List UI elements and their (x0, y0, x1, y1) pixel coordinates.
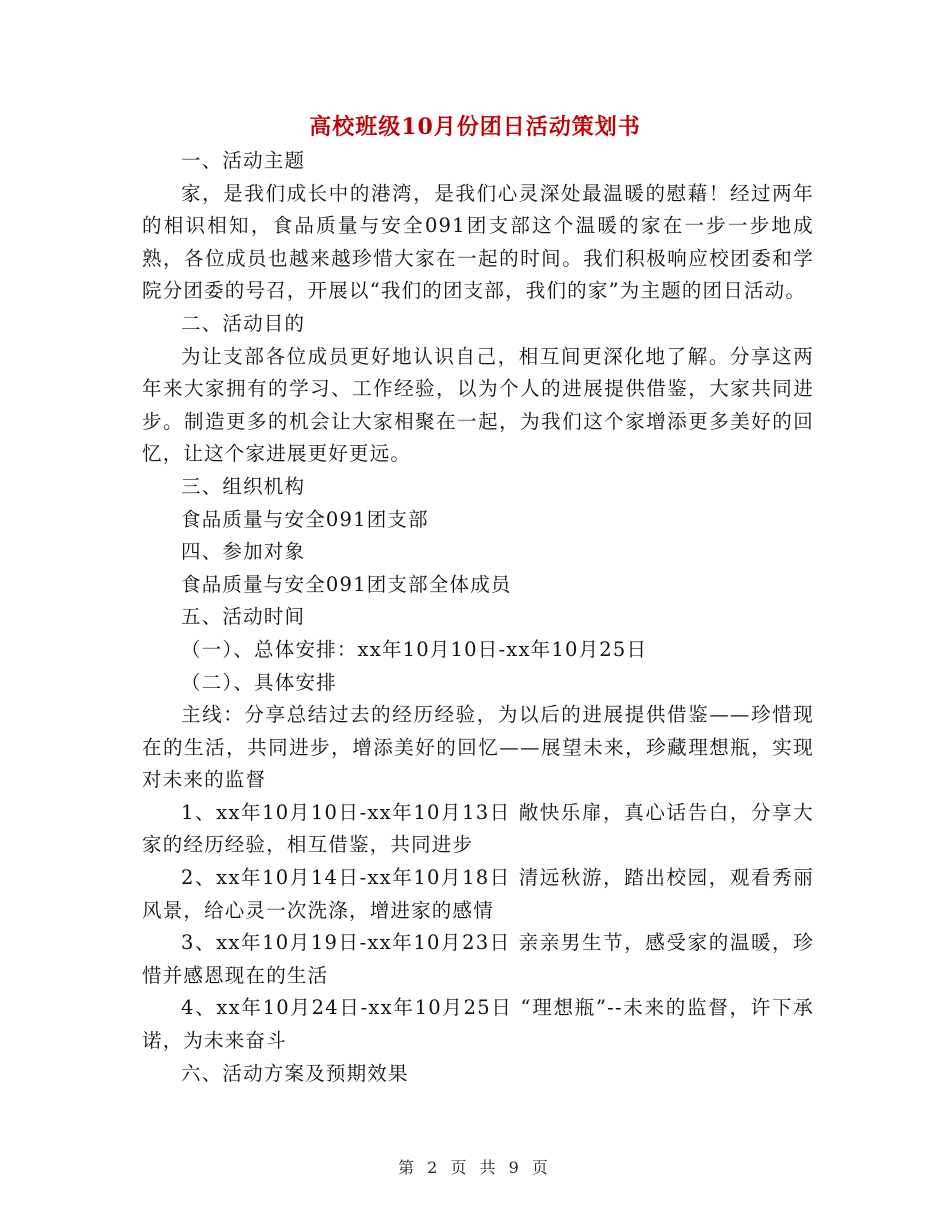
paragraph-purpose: 为让支部各位成员更好地认识自己，相互间更深化地了解。分享这两年来大家拥有的学习、工作经验，以为个人的进展提供借鉴，大家共同进步。制造更多的机会让大家相聚在一起，为我们这个家增添更多美好的回忆，让这个家进展更好更远。 (142, 344, 814, 466)
section-heading-plan: 六、活动方案及预期效果 (181, 1061, 409, 1085)
paragraph-main-line: 主线：分享总结过去的经历经验，为以后的进展提供借鉴——珍惜现在的生活，共同进步，增添美好的回忆——展望未来，珍藏理想瓶，实现对未来的监督 (142, 703, 814, 792)
section-heading-organization: 三、组织机构 (181, 474, 306, 498)
section-heading-purpose: 二、活动目的 (181, 311, 306, 335)
paragraph-theme: 家，是我们成长中的港湾，是我们心灵深处最温暖的慰藉！经过两年的相识相知，食品质量与安全091团支部这个温暖的家在一步一步地成熟，各位成员也越来越珍惜大家在一起的时间。我们积极响应校团委和学院分团委的号召，开展以“我们的团支部，我们的家”为主题的团日活动。 (142, 181, 814, 303)
paragraph-participants: 食品质量与安全091团支部全体成员 (181, 572, 512, 596)
paragraph-detailed-schedule-heading: （二）、具体安排 (181, 670, 337, 694)
paragraph-organization: 食品质量与安全091团支部 (181, 507, 429, 531)
schedule-item-4: 4、xx年10月24日-xx年10月25日 “理想瓶”--未来的监督，许下承诺，为未来奋斗 (142, 996, 814, 1053)
page-number-footer: 第 2 页 共 9 页 (398, 1158, 552, 1177)
paragraph-overall-schedule: （一）、总体安排：xx年10月10日-xx年10月25日 (181, 637, 648, 661)
document-title: 高校班级10月份团日活动策划书 (309, 114, 641, 140)
section-heading-time: 五、活动时间 (181, 605, 306, 629)
schedule-item-1: 1、xx年10月10日-xx年10月13日 敞快乐扉，真心话告白，分享大家的经历经验，相互借鉴，共同进步 (142, 800, 814, 857)
section-heading-participants: 四、参加对象 (181, 540, 306, 564)
schedule-item-3: 3、xx年10月19日-xx年10月23日 亲亲男生节，感受家的温暖，珍惜并感恩现在的生活 (142, 931, 814, 987)
document-body (142, 145, 814, 1090)
schedule-item-2: 2、xx年10月14日-xx年10月18日 清远秋游，踏出校园，观看秀丽风景，给心灵一次洗涤，增进家的感情 (142, 866, 814, 922)
section-heading-theme: 一、活动主题 (181, 149, 306, 172)
